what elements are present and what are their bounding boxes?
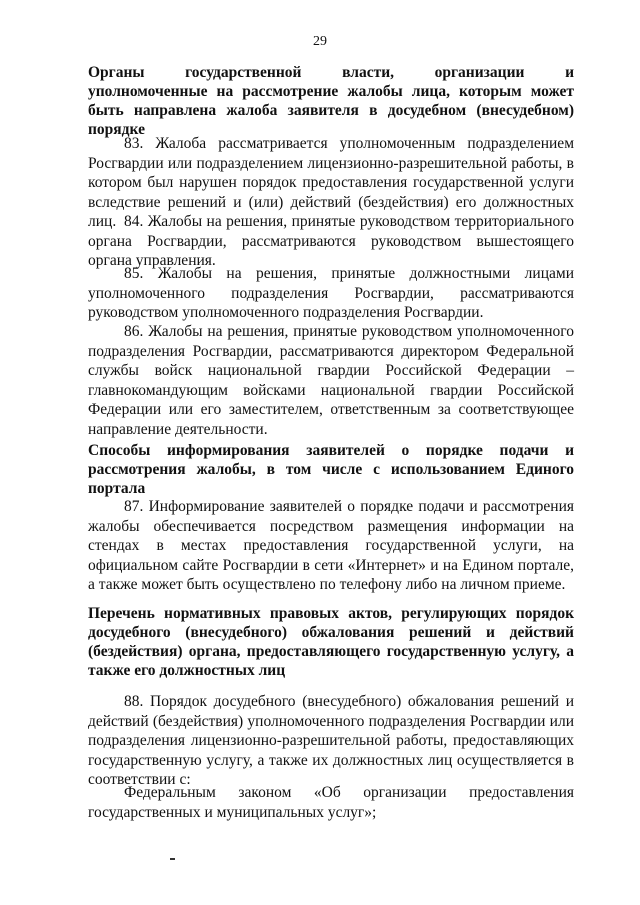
- section-heading-informing-methods: Способы информирования заявителей о порядке подачи и рассмотрения жалобы, в том числе с использованием Единого портала: [88, 442, 574, 497]
- paragraph-88: 88. Порядок досудебного (внесудебного) обжалования решений и действий (бездействия) уполномоченного подразделения Росгвардии или подразделения лицензионно-разрешительной работы, предоставляющих государственную услугу, а также их должностных лиц осуществляется в соответствии с:: [88, 693, 574, 789]
- paragraph-88-federal-law: Федеральным законом «Об организации предоставления государственных и муниципальных услуг»;: [88, 784, 574, 821]
- paragraph-85: 85. Жалобы на решения, принятые должностными лицами уполномоченного подразделения Росгвардии, рассматриваются руководством уполномоченного подразделения Росгвардии.: [88, 265, 574, 322]
- heading-line: Органы государственной власти, организации и: [88, 64, 574, 81]
- paragraph-84: 84. Жалобы на решения, принятые руководством территориального органа Росгвардии, рассматриваются руководством вышестоящего органа управления.: [88, 213, 574, 270]
- page-number: 29: [313, 34, 327, 49]
- paragraph-87: 87. Информирование заявителей о порядке подачи и рассмотрения жалобы обеспечивается посредством размещения информации на стендах в местах предоставления государственной услуги, на официальном сайте Росгвардии в сети «Интернет» и на Едином портале, а также может быть осуществлено по телефону либо на личном приеме.: [88, 498, 574, 594]
- section-heading-complaint-bodies: [88, 63, 574, 139]
- section-heading-legal-acts: Перечень нормативных правовых актов, регулирующих порядок досудебного (внесудебного) обжалования решений и действий (бездействия) органа, предоставляющего государственную услугу, а также его должностных лиц: [88, 605, 574, 679]
- paragraph-83: 83. Жалоба рассматривается уполномоченным подразделением Росгвардии или подразделением лицензионно-разрешительной работы, в котором был нарушен порядок предоставления государственной услуги вследствие решений и (или) действий (бездействия) его должностных лиц.: [88, 135, 574, 231]
- scan-mark: [170, 858, 175, 860]
- heading-text: уполномоченные на рассмотрение жалобы лица, которым может быть направлена жалоба заявителя в досудебном (внесудебном) порядке: [88, 83, 574, 138]
- paragraph-86: 86. Жалобы на решения, принятые руководством уполномоченного подразделения Росгвардии, рассматриваются директором Федеральной службы войск национальной гвардии Российской Федерации – главнокомандующим войсками национальной гвардии Российской Федерации или его заместителем, ответственным за соответствующее направление деятельности.: [88, 323, 574, 438]
